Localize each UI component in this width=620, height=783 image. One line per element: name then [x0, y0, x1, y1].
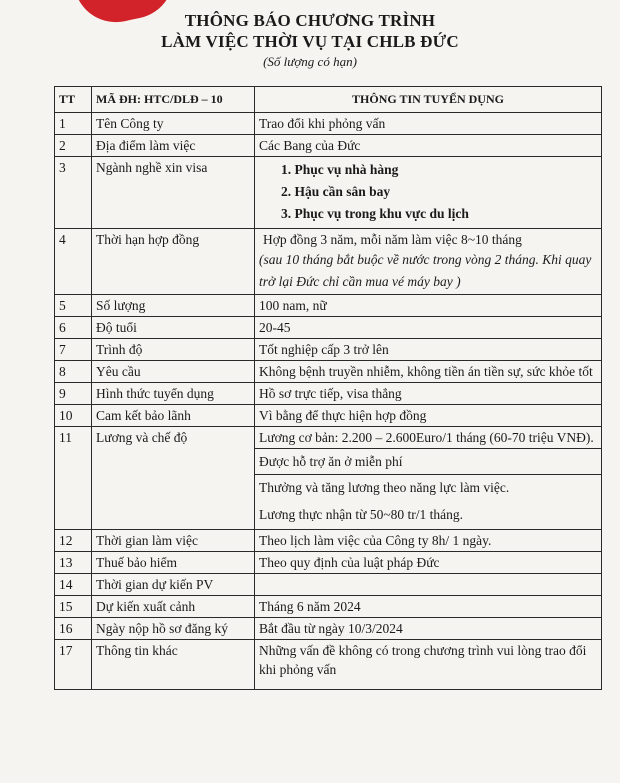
- subtitle: (Số lượng có hạn): [263, 54, 357, 69]
- row-value: [255, 574, 602, 596]
- row-label: Số lượng: [92, 295, 255, 317]
- row-number: 3: [55, 157, 92, 229]
- list-item: 1. Phục vụ nhà hàng: [281, 162, 399, 177]
- row-label: Thời gian dự kiến PV: [92, 574, 255, 596]
- row-value: Những vấn đề không có trong chương trình vui lòng trao đổi khi phỏng vấn: [255, 640, 602, 690]
- document-header: [0, 10, 620, 71]
- row-number: 2: [55, 135, 92, 157]
- row-number: 8: [55, 361, 92, 383]
- list-item: 2. Hậu cần sân bay: [281, 184, 391, 199]
- table-row: [55, 552, 602, 574]
- row-value: 100 nam, nữ: [255, 295, 602, 317]
- row-value: Tháng 6 năm 2024: [255, 596, 602, 618]
- row-value: Các Bang của Đức: [255, 135, 602, 157]
- row-label: Cam kết bảo lãnh: [92, 405, 255, 427]
- row-number: 5: [55, 295, 92, 317]
- header-code: MÃ ĐH: HTC/DLĐ – 10: [92, 87, 255, 113]
- row-label: Thông tin khác: [92, 640, 255, 690]
- row-value: Tốt nghiệp cấp 3 trở lên: [255, 339, 602, 361]
- job-list: [259, 159, 597, 225]
- table-row: [55, 530, 602, 552]
- row-value: 20-45: [255, 317, 602, 339]
- row-number: 16: [55, 618, 92, 640]
- row-number: 14: [55, 574, 92, 596]
- row-label: Hình thức tuyển dụng: [92, 383, 255, 405]
- row-value: Theo quy định của luật pháp Đức: [255, 552, 602, 574]
- table-row: [55, 427, 602, 449]
- row-number: 4: [55, 229, 92, 295]
- table-row: [55, 640, 602, 690]
- contract-term: Hợp đồng 3 năm, mỗi năm làm việc 8~10 tháng: [263, 232, 522, 247]
- table-row: [55, 618, 602, 640]
- row-label: Địa điểm làm việc: [92, 135, 255, 157]
- row-label: Yêu cầu: [92, 361, 255, 383]
- row-label: Thời hạn hợp đồng: [92, 229, 255, 295]
- row-value-bonus: [255, 475, 602, 530]
- list-item: 3. Phục vụ trong khu vực du lịch: [281, 206, 469, 221]
- row-label: Trình độ: [92, 339, 255, 361]
- recruitment-table: [54, 86, 602, 690]
- row-number: 1: [55, 113, 92, 135]
- row-value-support: Được hỗ trợ ăn ở miễn phí: [255, 449, 602, 475]
- row-value: Theo lịch làm việc của Công ty 8h/ 1 ngày.: [255, 530, 602, 552]
- row-number: 17: [55, 640, 92, 690]
- row-label: Tên Công ty: [92, 113, 255, 135]
- table-row: [55, 157, 602, 229]
- table-row: [55, 317, 602, 339]
- table-row: [55, 229, 602, 295]
- row-value: Vì bằng để thực hiện hợp đồng: [255, 405, 602, 427]
- table-row: [55, 295, 602, 317]
- row-number: 15: [55, 596, 92, 618]
- row-value: Trao đổi khi phỏng vấn: [255, 113, 602, 135]
- table-row: [55, 113, 602, 135]
- row-number: 7: [55, 339, 92, 361]
- row-value: [255, 229, 602, 295]
- contract-note: (sau 10 tháng bắt buộc về nước trong vòng 2 tháng. Khi quay trở lại Đức chỉ cần mua vé máy bay ): [259, 252, 592, 289]
- row-value: Lương cơ bản: 2.200 – 2.600Euro/1 tháng (60-70 triệu VNĐ).: [255, 427, 602, 449]
- title-line-2: LÀM VIỆC THỜI VỤ TẠI CHLB ĐỨC: [161, 32, 459, 51]
- header-tt: TT: [55, 87, 92, 113]
- row-number: 11: [55, 427, 92, 530]
- table-row: [55, 383, 602, 405]
- table-row: [55, 135, 602, 157]
- table-row: [55, 596, 602, 618]
- row-number: 13: [55, 552, 92, 574]
- row-number: 12: [55, 530, 92, 552]
- table-row: [55, 361, 602, 383]
- row-label: Độ tuổi: [92, 317, 255, 339]
- table-header-row: [55, 87, 602, 113]
- row-value: Không bệnh truyền nhiễm, không tiền án tiền sự, sức khỏe tốt: [255, 361, 602, 383]
- row-label: Ngành nghề xin visa: [92, 157, 255, 229]
- row-value: Bắt đầu từ ngày 10/3/2024: [255, 618, 602, 640]
- row-value: Hồ sơ trực tiếp, visa thẳng: [255, 383, 602, 405]
- row-number: 6: [55, 317, 92, 339]
- table-row: [55, 339, 602, 361]
- row-number: 10: [55, 405, 92, 427]
- title-line-1: THÔNG BÁO CHƯƠNG TRÌNH: [184, 11, 436, 30]
- bonus-text: Thưởng và tăng lương theo năng lực làm việc.: [259, 480, 510, 495]
- row-label: Lương và chế độ: [92, 427, 255, 530]
- table-row: [55, 574, 602, 596]
- row-number: 9: [55, 383, 92, 405]
- row-label: Thuế bảo hiểm: [92, 552, 255, 574]
- row-label: Ngày nộp hồ sơ đăng ký: [92, 618, 255, 640]
- net-salary-text: Lương thực nhận từ 50~80 tr/1 tháng.: [259, 507, 463, 522]
- row-value: [255, 157, 602, 229]
- table-row: [55, 405, 602, 427]
- row-label: Dự kiến xuất cảnh: [92, 596, 255, 618]
- row-label: Thời gian làm việc: [92, 530, 255, 552]
- header-info: THÔNG TIN TUYỂN DỤNG: [255, 87, 602, 113]
